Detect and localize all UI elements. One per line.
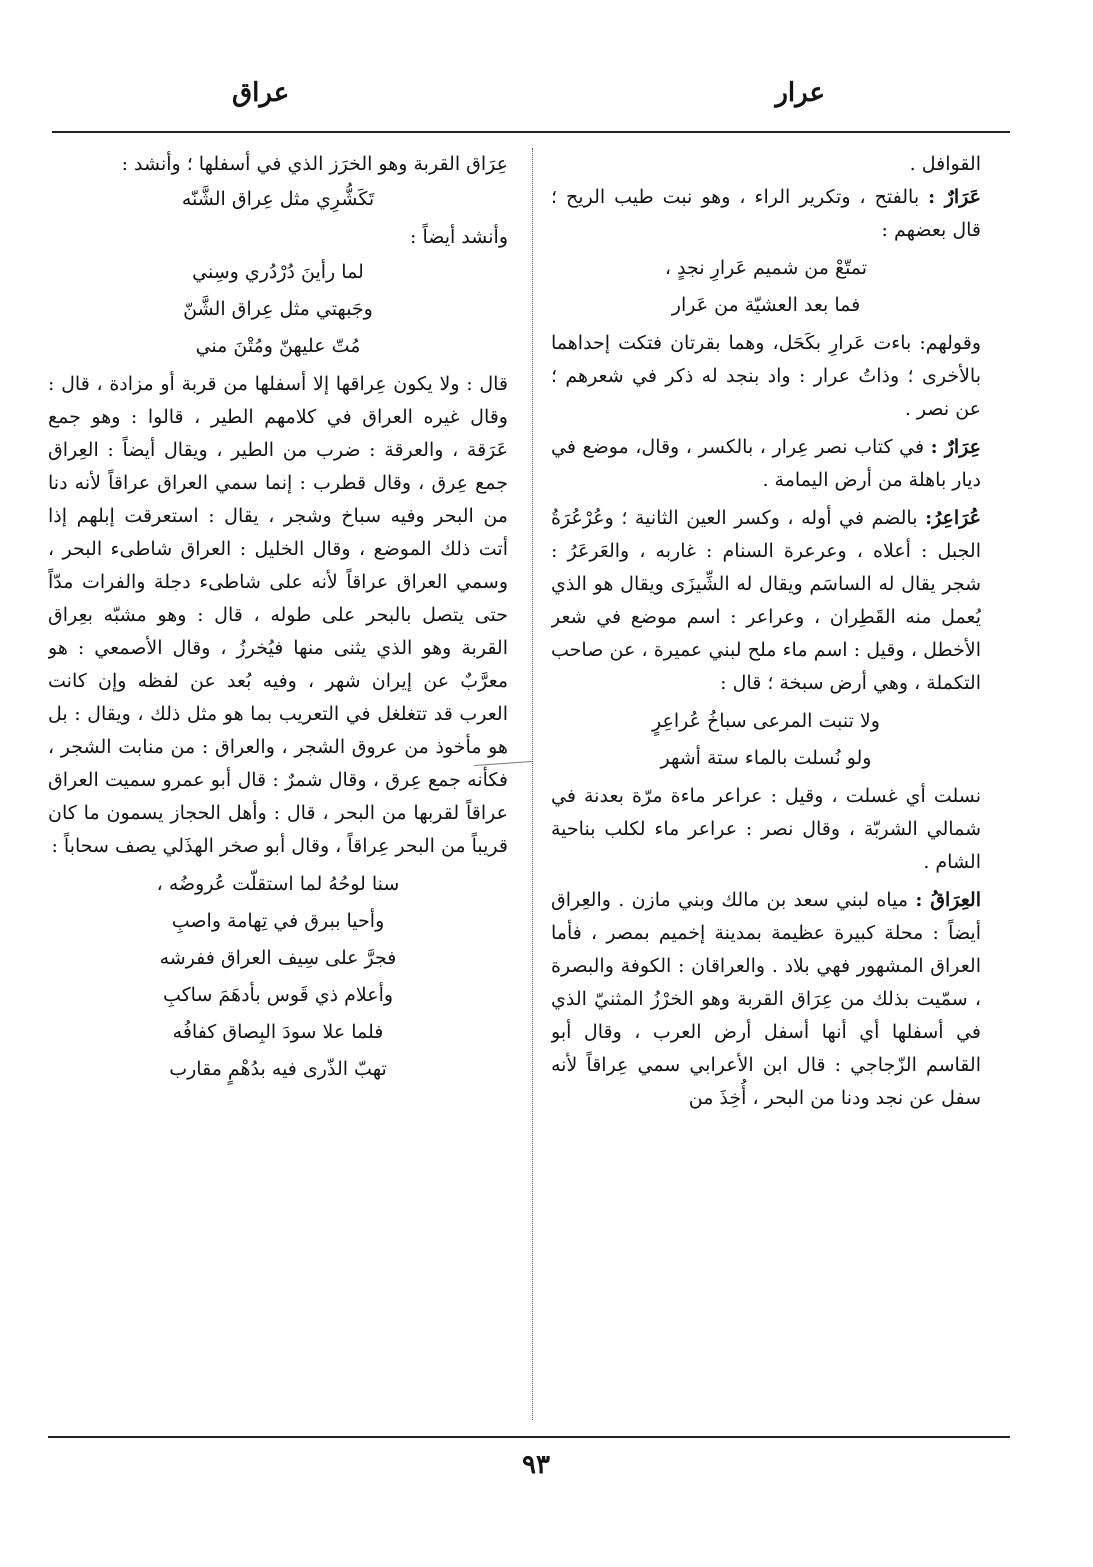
paragraph: قال : ولا يكون عِراقها إلا أسفلها من قربة أو مزادة ، قال : وقال غيره العراق في كلامهم الطير ، قالوا : وهو جمع عَرَقة ، والعرقة : ضرب من الطير ، ويقال أيضاً : العِراق جمع عِرق ، وقال قطرب : إنما سمي العراق عراقاً لأنه دنا من البحر وفيه سباخ وشجر ، يقال : استعرقت إبلهم إذا أتت ذلك الموضع ، وقال الخليل : العراق شاطىء البحر ، وسمي العراق عراقاً لأنه على شاطىء دجلة والفرات مدّاً حتى يتصل بالبحر على طوله ، قال : وهو مشبّه بعِراق القربة وهو الذي يثنى منها فيُخرزُ ، وقال الأصمعي : هو معرَّبٌ عن إيران شهر ، وفيه بُعد عن لفظه وإن كانت العرب قد تتغلغل في التعريب بما هو مثل ذلك ، ويقال : بل هو مأخوذ من عروق الشجر ، والعراق : من منابت الشجر ، فكأنه جمع عِرق ، وقال شمرٌ : قال أبو عمرو سميت العراق عراقاً لقربها من البحر ، قال : وأهل الحجاز يسمون ما كان قريباً من البحر عِراقاً ، وقال أبو صخر الهذَلي يصف سحاباً : [48,373,508,857]
paragraph: وأنشد أيضاً : [410,226,508,248]
right-column [551,148,981,1423]
verse-line: وأحيا ببرق في تِهامة واصبِ [171,910,385,932]
entry-irar [551,181,981,247]
running-head-left: عراق [232,78,290,108]
verse-block [551,252,981,321]
entry-headword: عُرَاعِرُ: [925,507,981,529]
entry-uraeir [551,502,981,700]
verse-line: لما رأينَ دُرْدُري وسِني [192,261,364,283]
verse-line: فما بعد العشيّة من عَرار [671,294,861,316]
entry-text: مياه لبني سعد بن مالك وبني مازن . والعِراق أيضاً : محلة كبيرة عظيمة بمدينة إخميم بمصر ، فأما العراق المشهور فهي بلاد . والعراقان : الكوفة والبصرة ، سمّيت بذلك من عِرَاق القربة وهو الخرْزُ المثنيّ الذي في أسفلها أي أنها أسفل أرض العرب ، وقال أبو القاسم الزّجاجي : قال ابن الأعرابي سمي عِراقاً لأنه سفل عن نجد ودنا من البحر ، أُخِذَ من [551,889,981,1109]
paragraph: القوافل . [909,153,981,175]
verse-line: تَكَشُّرِي مثل عِراق الشَّنّه [181,188,375,210]
page-number: ٩٣ [522,1450,550,1480]
paragraph: وقولهم: باءت عَرارِ بكَحَل، وهما بقرتان فتكت إحداهما بالأخرى ؛ وذاتُ عرار : واد بنجد له ذكر في شعرهم ؛ عن نصر . [551,332,981,420]
verse-line: تمتّعْ من شميم عَرارِ نجدٍ ، [664,257,868,279]
entry-headword: عِرَارٌ : [930,436,981,458]
verse-line: فجرَّ على سِيف العراق ففرشه [159,947,397,969]
verse-block [551,705,981,774]
verse-line: سنا لوحُهُ لما استقلّت عُروضُه ، [156,873,400,895]
paragraph: نسلت أي غسلت ، وقيل : عراعر ماءة مرّة بعدنة في شمالي الشربّة ، وقال نصر : عراعر ماء لكلب بناحية الشام . [551,785,981,873]
verse-block [48,868,508,1085]
entry-text: بالضم في أوله ، وكسر العين الثانية ؛ وعُرْعُرَةُ الجبل : أعلاه ، وعرعرة السنام : غاربه ، والعَرعَرُ : شجر يقال له الساسَم ويقال له الشِّيزَى ويقال هو الذي يُعمل منه القَطِران ، وعراعر : اسم موضع في شعر الأخطل ، وقيل : اسم ماء ملح لبني عميرة ، عن صاحب التكملة ، وهي أرض سبخة ؛ قال : [551,507,981,694]
verse-line: فلما علا سودَ البِصاق كفافُه [172,1021,384,1043]
verse-line: وجَبهتي مثل عِراق الشَّنّ [183,298,373,320]
column-divider [532,148,533,1420]
entry-headword: عَرَارٌ : [928,186,981,208]
entry-text: بالفتح ، وتكرير الراء ، وهو نبت طيب الريح ؛ قال بعضهم : [551,186,981,241]
running-head-right: عرار [775,78,825,108]
header-rule [52,131,1010,133]
entry-irar-kasr [551,431,981,497]
verse-line: ولا تنبت المرعى سباخُ عُراعِرٍ [652,710,880,732]
verse-block [48,256,508,362]
paragraph: عِرَاق القربة وهو الخرَز الذي في أسفلها ؛ وأنشد : [121,153,508,175]
verse-line: مُتّ عليهنّ ومُتْنَ مني [195,335,361,357]
entry-text: في كتاب نصر عِرار ، بالكسر ، وقال، موضع في ديار باهلة من أرض اليمامة . [551,436,981,491]
left-column [48,148,508,1423]
entry-iraq [551,884,981,1115]
footer-rule [48,1436,1010,1438]
verse-line: تهبّ الذّرى فيه بدُهْمٍ مقارب [169,1058,387,1080]
verse-line: ولو نُسلت بالماء ستة أشهر [660,747,872,769]
verse-block [48,183,508,215]
page-header [0,78,1093,118]
verse-line: وأعلام ذي قَوس بأدهَمَ ساكبِ [162,984,394,1006]
entry-headword: العِرَاقُ : [915,889,981,911]
